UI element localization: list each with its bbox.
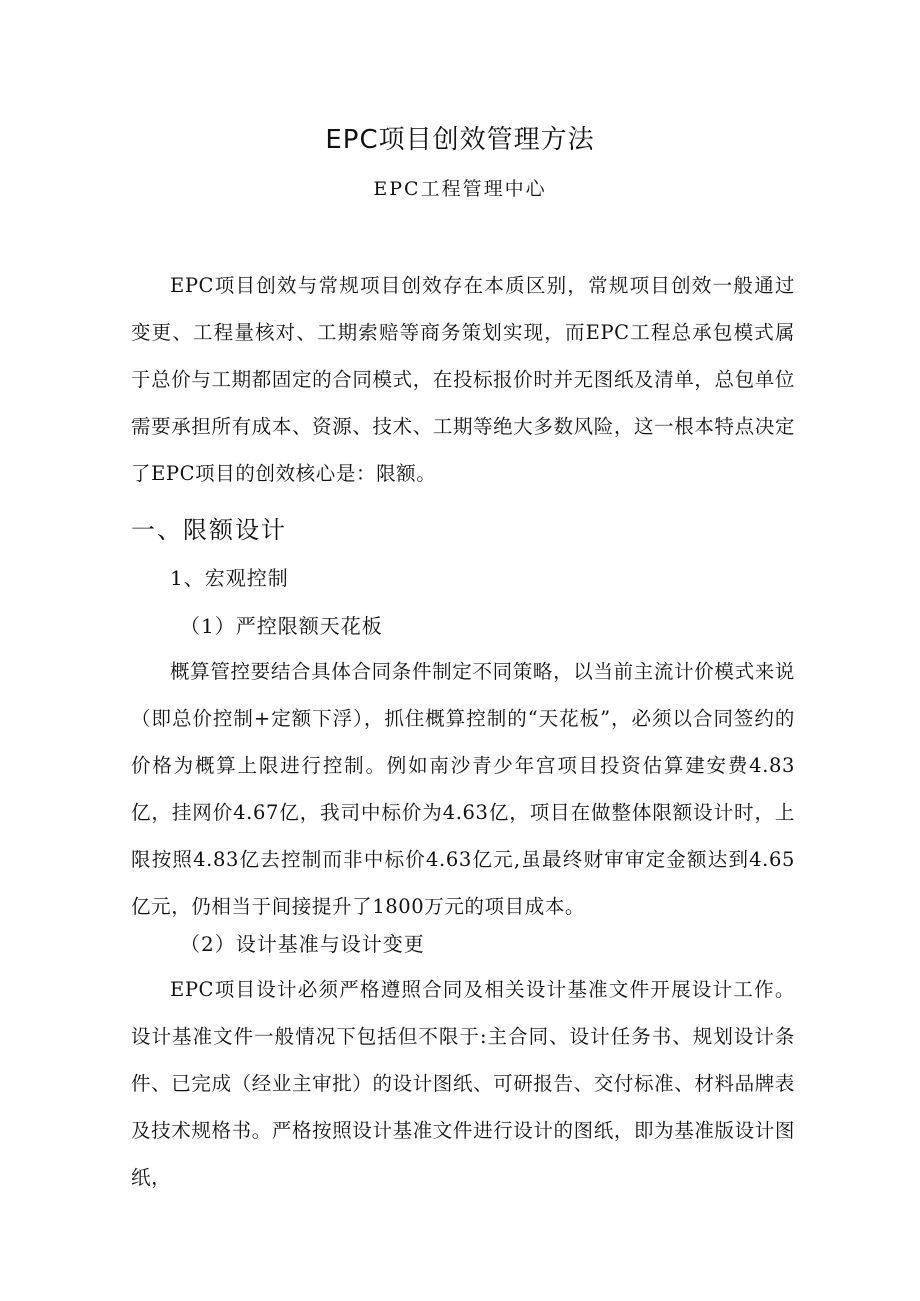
item-heading-design-baseline: （2）设计基准与设计变更 <box>180 932 425 956</box>
item-paragraph-design-baseline: EPC项目设计必须严格遵照合同及相关设计基准文件开展设计工作。设计基准文件一般情况下包括但不限于:主合同、设计任务书、规划设计条件、已完成（经业主审批）的设计图纸、可研报告、交付标准、材料品牌表及技术规格书。严格按照设计基准文件进行设计的图纸，即为基准版设计图纸， <box>131 978 795 1189</box>
item-heading-ceiling-control: （1）严控限额天花板 <box>180 614 383 638</box>
intro-paragraph: EPC项目创效与常规项目创效存在本质区别，常规项目创效一般通过变更、工程量核对、工期索赔等商务策划实现，而EPC工程总承包模式属于总价与工期都固定的合同模式，在投标报价时并无图纸及清单，总包单位需要承担所有成本、资源、技术、工期等绝大多数风险，这一根本特点决定了EPC项目的创效核心是：限额。 <box>131 274 795 485</box>
subsection-heading-macro-control: 1、宏观控制 <box>170 566 289 590</box>
item-paragraph-ceiling-control: 概算管控要结合具体合同条件制定不同策略，以当前主流计价模式来说（即总价控制+定额下浮），抓住概算控制的“天花板”，必须以合同签约的价格为概算上限进行控制。例如南沙青少年宫项目投资估算建安费4.83亿，挂网价4.67亿，我司中标价为4.63亿，项目在做整体限额设计时，上限按照4.83亿去控制而非中标价4.63亿元,虽最终财审审定金额达到4.65亿元，仍相当于间接提升了1800万元的项目成本。 <box>131 660 795 918</box>
document-subtitle: EPC工程管理中心 <box>373 178 547 200</box>
document-title: EPC项目创效管理方法 <box>325 125 595 155</box>
section-heading-quota-design: 一、限额设计 <box>131 516 287 544</box>
